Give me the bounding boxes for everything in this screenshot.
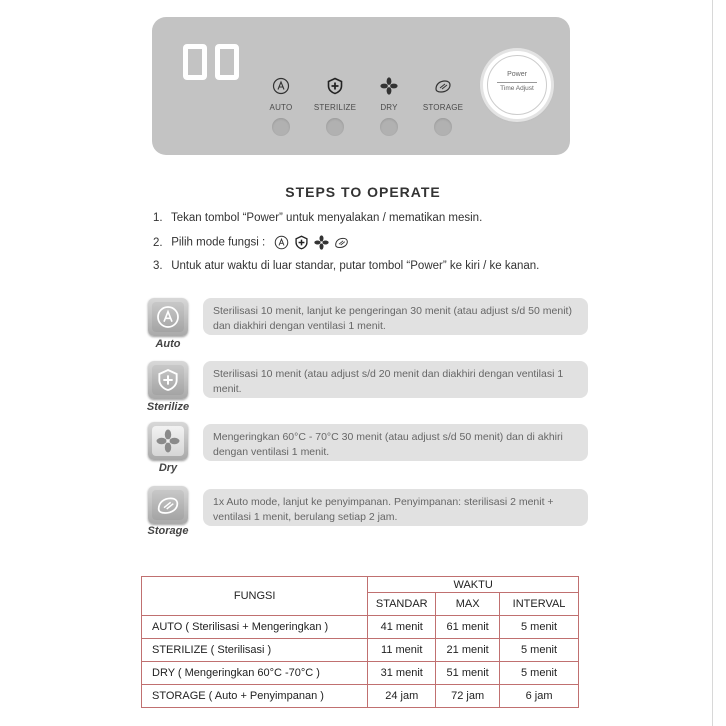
sterilize-plus-icon bbox=[326, 77, 344, 95]
interval-cell: 5 menit bbox=[500, 616, 579, 639]
max-cell: 72 jam bbox=[436, 685, 500, 708]
auto-icon bbox=[274, 235, 289, 250]
interval-cell: 6 jam bbox=[500, 685, 579, 708]
dial-divider bbox=[497, 82, 537, 83]
panel-mode-label: AUTO bbox=[269, 103, 293, 112]
interval-cell: 5 menit bbox=[500, 662, 579, 685]
auto-icon bbox=[156, 305, 180, 329]
control-panel bbox=[152, 17, 570, 155]
standar-header: STANDAR bbox=[368, 593, 436, 616]
dial-time-adjust-label: Time Adjust bbox=[500, 85, 534, 92]
sterilize-button[interactable] bbox=[326, 118, 344, 136]
step-number: 2. bbox=[153, 236, 163, 249]
table-row bbox=[142, 685, 579, 708]
timing-table bbox=[141, 576, 579, 708]
panel-mode-label: DRY bbox=[380, 103, 398, 112]
table-row bbox=[142, 662, 579, 685]
sterilize-mode-icon-tile bbox=[148, 361, 188, 399]
fungsi-cell: STORAGE ( Auto + Penyimpanan ) bbox=[142, 685, 368, 708]
fan-icon bbox=[156, 429, 180, 453]
auto-mode-icon-tile bbox=[148, 298, 188, 336]
mode-icon-row bbox=[274, 235, 349, 250]
waktu-header: WAKTU bbox=[368, 577, 579, 593]
standar-cell: 41 menit bbox=[368, 616, 436, 639]
dry-button[interactable] bbox=[380, 118, 398, 136]
dry-mode-description: Mengeringkan 60°C - 70°C 30 menit (atau adjust s/d 50 menit) dan di akhiri dengan ventilasi 1 menit. bbox=[203, 424, 588, 461]
step-text: Tekan tombol “Power” untuk menyalakan / mematikan mesin. bbox=[171, 212, 483, 224]
storage-icon bbox=[434, 77, 452, 95]
table-row bbox=[142, 616, 579, 639]
fungsi-cell: AUTO ( Sterilisasi + Mengeringkan ) bbox=[142, 616, 368, 639]
sterilize-plus-icon bbox=[294, 235, 309, 250]
step-3 bbox=[153, 260, 539, 272]
fan-icon bbox=[380, 77, 398, 95]
fungsi-header: FUNGSI bbox=[142, 577, 368, 616]
step-2 bbox=[153, 235, 349, 250]
step-text: Pilih mode fungsi : bbox=[171, 236, 266, 249]
fan-icon bbox=[314, 235, 329, 250]
dry-mode-label: Dry bbox=[158, 462, 178, 474]
page-right-border bbox=[712, 0, 713, 726]
storage-mode-icon-tile bbox=[148, 486, 188, 524]
display-digit bbox=[215, 44, 239, 80]
fungsi-cell: STERILIZE ( Sterilisasi ) bbox=[142, 639, 368, 662]
auto-icon bbox=[272, 77, 290, 95]
auto-mode-label: Auto bbox=[155, 338, 181, 350]
storage-icon bbox=[334, 235, 349, 250]
max-cell: 21 menit bbox=[436, 639, 500, 662]
power-dial[interactable] bbox=[483, 51, 551, 119]
standar-cell: 11 menit bbox=[368, 639, 436, 662]
table-header-row bbox=[142, 577, 579, 593]
digital-display bbox=[183, 44, 239, 80]
storage-icon bbox=[156, 493, 180, 517]
display-digit bbox=[183, 44, 207, 80]
steps-title: STEPS TO OPERATE bbox=[285, 184, 441, 200]
sterilize-plus-icon bbox=[156, 368, 180, 392]
step-1 bbox=[153, 212, 482, 224]
max-cell: 61 menit bbox=[436, 616, 500, 639]
dial-power-label: Power bbox=[507, 71, 527, 78]
panel-mode-storage bbox=[408, 77, 478, 112]
storage-mode-label: Storage bbox=[147, 525, 189, 537]
auto-mode-description: Sterilisasi 10 menit, lanjut ke pengeringan 30 menit (atau adjust s/d 50 menit) dan diakhiri dengan ventilasi 1 menit. bbox=[203, 298, 588, 335]
dry-mode-icon-tile bbox=[148, 422, 188, 460]
fungsi-cell: DRY ( Mengeringkan 60°C -70°C ) bbox=[142, 662, 368, 685]
storage-mode-description: 1x Auto mode, lanjut ke penyimpanan. Penyimpanan: sterilisasi 2 menit + ventilasi 1 menit, berulang setiap 2 jam. bbox=[203, 489, 588, 526]
storage-button[interactable] bbox=[434, 118, 452, 136]
step-text: Untuk atur waktu di luar standar, putar tombol “Power” ke kiri / ke kanan. bbox=[171, 260, 540, 272]
standar-cell: 31 menit bbox=[368, 662, 436, 685]
sterilize-mode-description: Sterilisasi 10 menit (atau adjust s/d 20 menit dan diakhiri dengan ventilasi 1 menit. bbox=[203, 361, 588, 398]
step-number: 1. bbox=[153, 212, 163, 224]
step-number: 3. bbox=[153, 260, 163, 272]
interval-cell: 5 menit bbox=[500, 639, 579, 662]
sterilize-mode-label: Sterilize bbox=[146, 401, 190, 413]
panel-mode-label: STORAGE bbox=[422, 103, 464, 112]
auto-button[interactable] bbox=[272, 118, 290, 136]
table-row bbox=[142, 639, 579, 662]
interval-header: INTERVAL bbox=[500, 593, 579, 616]
panel-mode-label: STERILIZE bbox=[313, 103, 357, 112]
standar-cell: 24 jam bbox=[368, 685, 436, 708]
max-header: MAX bbox=[436, 593, 500, 616]
max-cell: 51 menit bbox=[436, 662, 500, 685]
